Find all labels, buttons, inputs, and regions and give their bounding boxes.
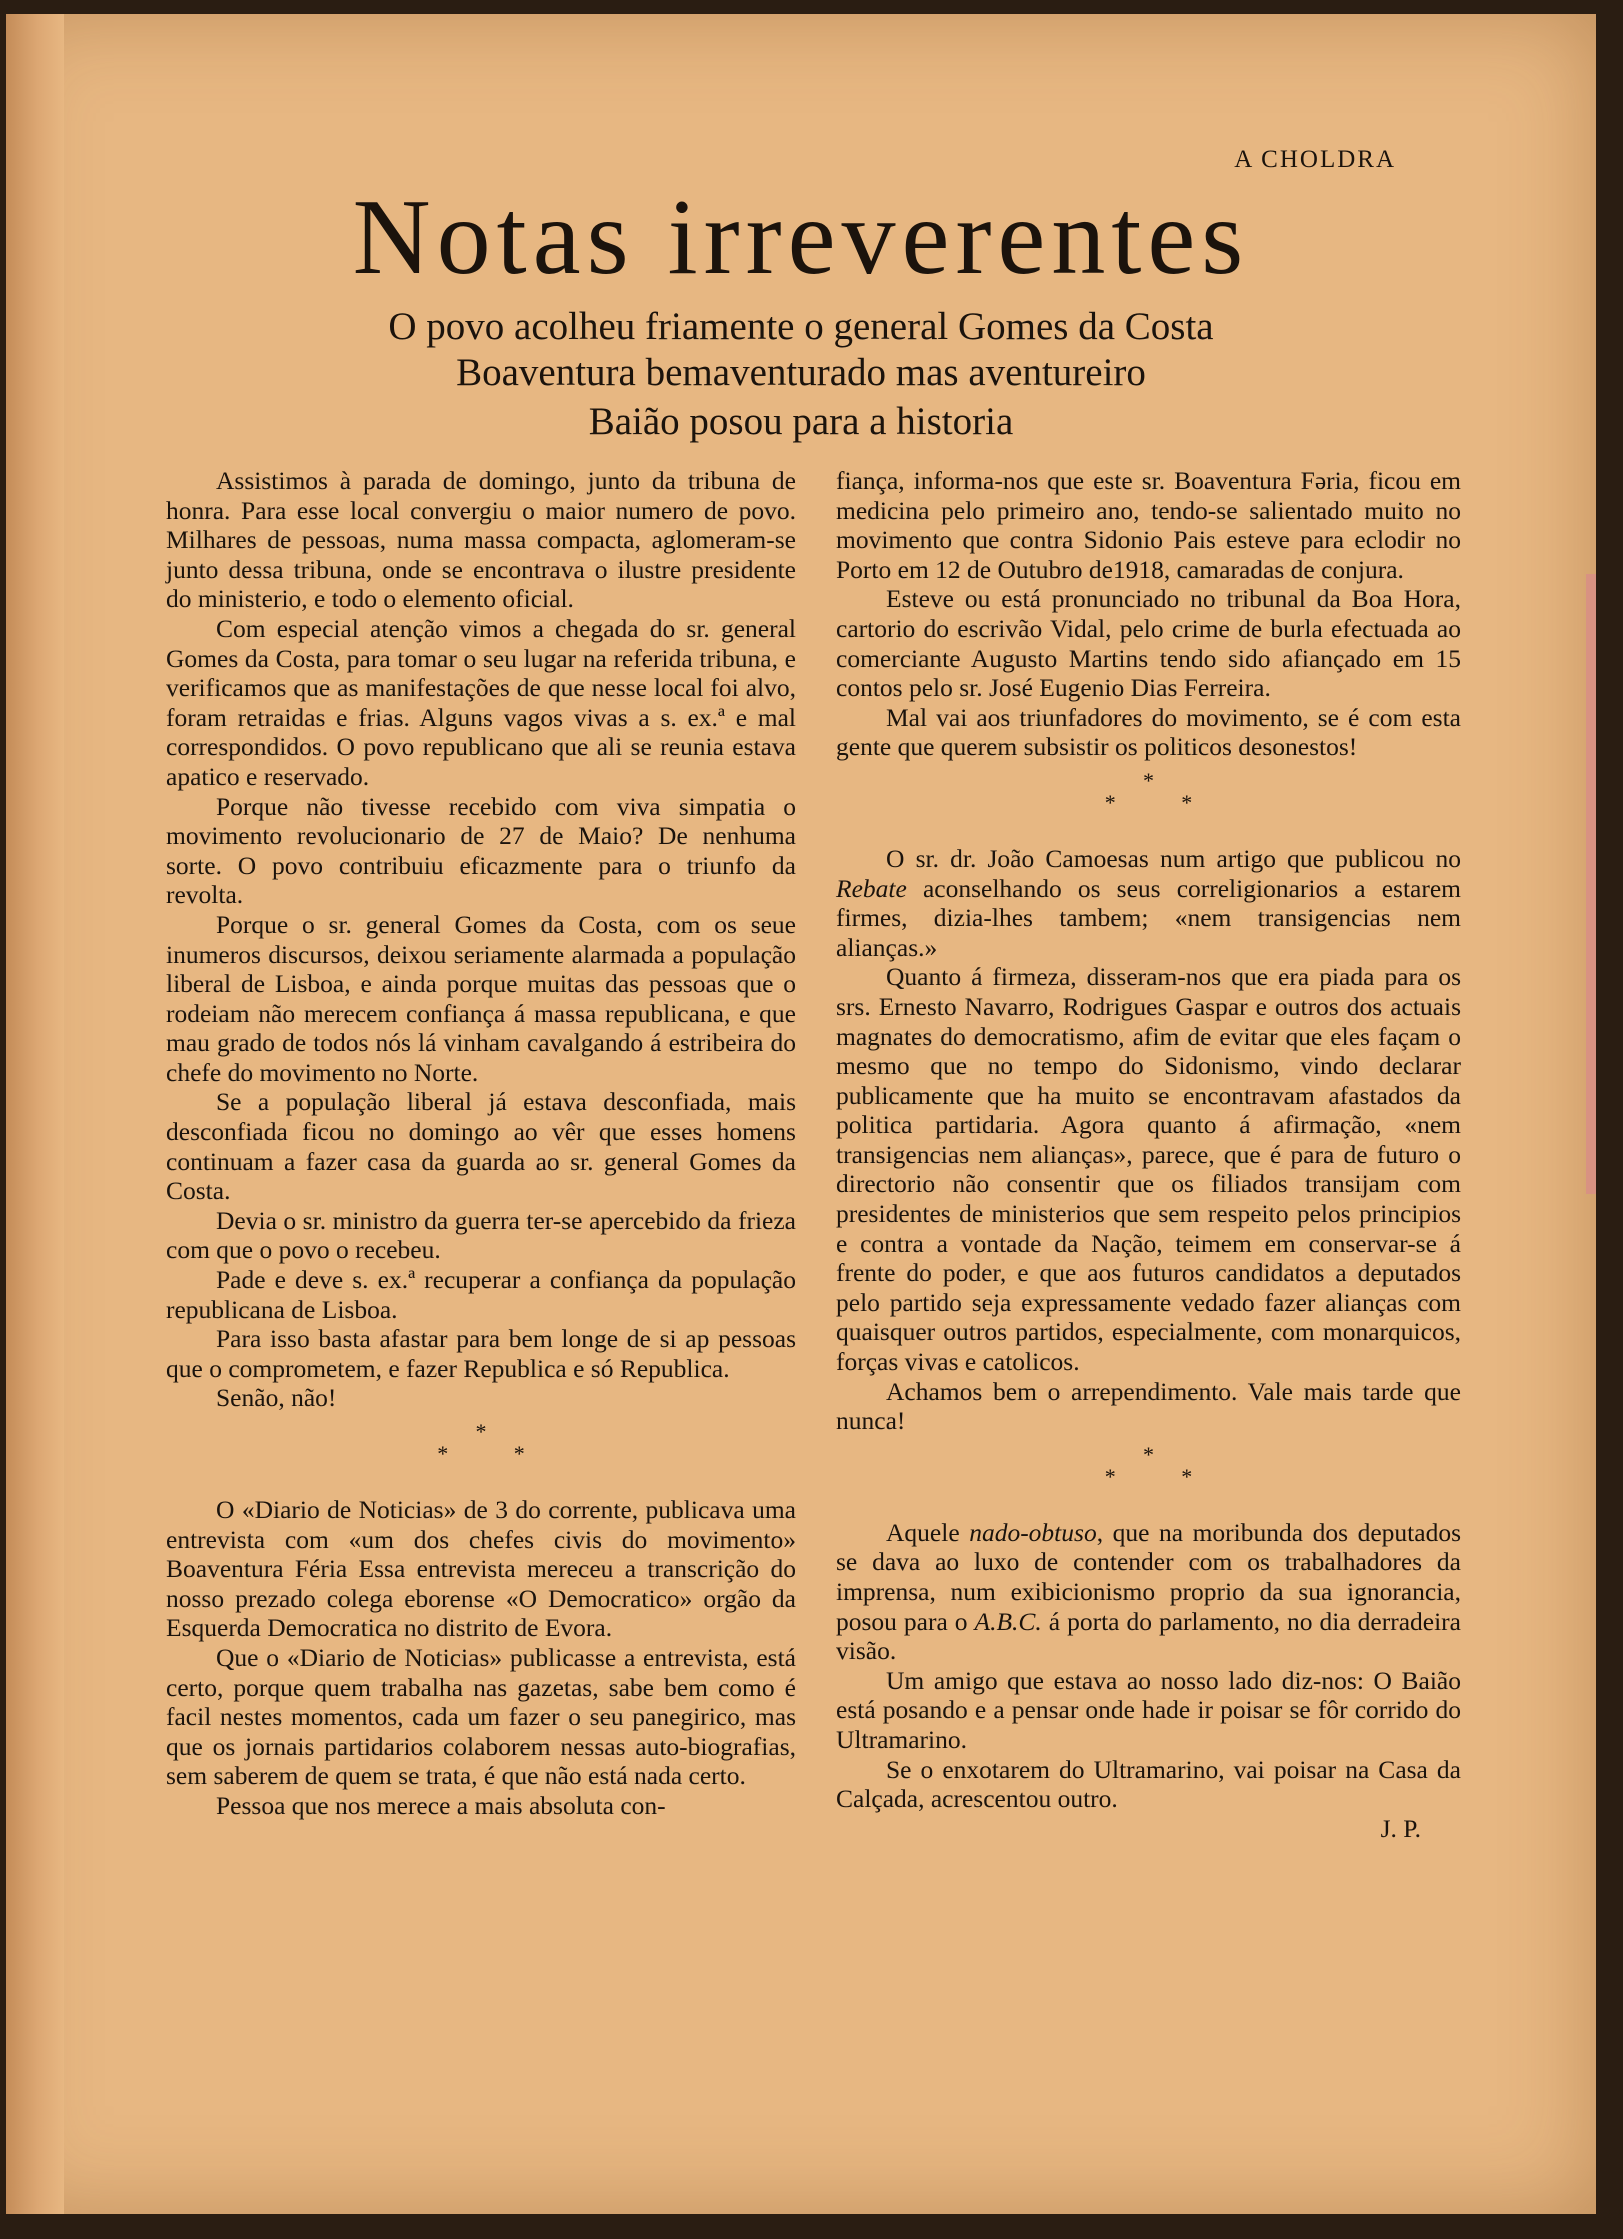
separator-stars: * *	[437, 1441, 525, 1466]
text-run: á porta do parlamento, no dia derradeira visão.	[836, 1606, 1461, 1666]
paragraph: Com especial atenção vimos a chegada do sr. general Gomes da Costa, para tomar o seu lugar na referida tribuna, e verificamos que as manifestações de que nesse local foi alvo, foram retraidas e frias. Alguns vagos vivas a s. ex.ª e mal correspondidos. O povo republicano que ali se reunia estava apatico e reservado.	[166, 613, 796, 791]
section-separator	[166, 1421, 796, 1465]
paragraph: Porque o sr. general Gomes da Costa, com os seue inumeros discursos, deixou seriamente alarmada a população liberal de Lisboa, e ainda porque muitas das pessoas que o rodeiam não merecem confiança á massa republicana, e que mau grado de todos nós lá vinham cavalgando á estribeira do chefe do movimento no Norte.	[166, 909, 796, 1087]
separator-star: *	[1143, 1441, 1154, 1467]
text-run: O sr. dr. João Camoesas num artigo que publicou no	[886, 843, 1461, 873]
author-signature: J. P.	[1380, 1813, 1421, 1843]
right-column	[836, 466, 1461, 1843]
paragraph: Pade e deve s. ex.ª recuperar a confiança da população republicana de Lisboa.	[166, 1265, 796, 1324]
paragraph: Senão, não!	[216, 1383, 337, 1413]
section-separator	[836, 1441, 1461, 1489]
italic-term: nado-obtuso	[969, 1517, 1097, 1547]
article-subtitle: O povo acolheu friamente o general Gomes da Costa	[388, 305, 1214, 348]
separator-stars: * *	[1104, 1463, 1193, 1489]
paragraph: Que o «Diario de Noticias» publicasse a entrevista, está certo, porque quem trabalha nas gazetas, sabe bem como é facil nestes momentos, cada um fazer o seu panegirico, mas que os jornais partidarios colaborem nessas auto-biografias, sem saberem de quem se trata, é que não está nada certo.	[166, 1642, 796, 1791]
text-run: , que na moribunda dos deputados se dava ao luxo de contender com os trabalhadores da imprensa, num exibicionismo proprio da sua ignorancia, posou para o	[836, 1517, 1461, 1636]
article-title: Notas irreverentes	[352, 178, 1250, 297]
paragraph: Porque não tivesse recebido com viva simpatia o movimento revolucionario de 27 de Maio? De nenhuma sorte. O povo contribuiu eficazmente para o triunfo da revolta.	[166, 791, 796, 910]
paragraph	[836, 1518, 1461, 1666]
page-edge-stain	[1586, 574, 1596, 1194]
article-subtitle: Baião posou para a historia	[588, 400, 1014, 443]
separator-star: *	[1143, 767, 1154, 793]
paragraph: Devia o sr. ministro da guerra ter-se apercebido da frieza com que o povo o recebeu.	[166, 1205, 796, 1265]
paragraph: Um amigo que estava ao nosso lado diz-nos: O Baião está posando e a pensar onde hade ir poisar se fôr corrido do Ultramarino.	[836, 1665, 1461, 1754]
paragraph: O «Diario de Noticias» de 3 do corrente, publicava uma entrevista com «um dos chefes civis do movimento» Boaventura Féria Essa entrevista mereceu a transcrição do nosso prezado colega eborense «O Democratico» orgão da Esquerda Democratica no distrito de Evora.	[166, 1495, 796, 1643]
paragraph: Se a população liberal já estava desconfiada, mais desconfiada ficou no domingo ao vêr que esses homens continuam a fazer casa da guarda ao sr. general Gomes da Costa.	[166, 1087, 796, 1206]
paragraph: Se o enxotarem do Ultramarino, vai poisar na Casa da Calçada, acrescentou outro.	[836, 1754, 1461, 1814]
separator-stars: * *	[1104, 789, 1193, 815]
paragraph: Assistimos à parada de domingo, junto da tribuna de honra. Para esse local convergiu o maior numero de povo. Milhares de pessoas, numa massa compacta, aglomeram-se junto dessa tribuna, onde se encontrava o ilustre presidente do ministerio, e todo o elemento oficial.	[166, 466, 796, 614]
text-run: aconselhando os seus correligionarios a estarem firmes, dizia-lhes tambem; «nem transigencias nem alianças.»	[836, 873, 1461, 962]
publication-header: A CHOLDRA	[1234, 146, 1396, 173]
paragraph	[836, 844, 1461, 962]
section-separator	[836, 767, 1461, 815]
paragraph: Esteve ou está pronunciado no tribunal da Boa Hora, cartorio do escrivão Vidal, pelo crime de burla efectuada ao comerciante Augusto Martins tendo sido afiançado em 15 contos pelo sr. José Eugenio Dias Ferreira.	[836, 584, 1461, 703]
paragraph: Pessoa que nos merece a mais absoluta con-	[216, 1790, 666, 1820]
newspaper-page	[6, 14, 1596, 2214]
paragraph: fiança, informa-nos que este sr. Boaventura Fəria, ficou em medicina pelo primeiro ano, tendo-se salientado muito no movimento que contra Sidonio Pais esteve para eclodir no Porto em 12 de Outubro de1918, camaradas de conjura.	[836, 466, 1461, 584]
article-subtitle: Boaventura bemaventurado mas aventureiro	[456, 351, 1146, 394]
newspaper-name: Rebate	[836, 873, 907, 903]
paragraph: Quanto á firmeza, disseram-nos que era piada para os srs. Ernesto Navarro, Rodrigues Gaspar e outros dos actuais magnates do democratismo, afim de evitar que eles façam o mesmo que no tempo do Sidonismo, vindo declarar publicamente que ha muito se encontravam afastados da politica partidaria. Agora quanto á afirmação, «nem transigencias nem alianças», parece, que é para de futuro o directorio não consentir que os filiados transijam com presidentes de ministerios que sem respeito pelos principios e contra a vontade da Nação, teimem em conservar-se á frente do poder, e que aos futuros candidatos a deputados pelo partido seja expressamente vedado fazer alianças com quaisquer outros partidos, especialmente, com monarquicos, forças vivas e catolicos.	[836, 962, 1461, 1377]
paragraph: Para isso basta afastar para bem longe de si ap pessoas que o comprometem, e fazer Republica e só Republica.	[166, 1324, 796, 1383]
italic-term: A.B.C.	[974, 1606, 1042, 1636]
paragraph: Achamos bem o arrependimento. Vale mais tarde que nunca!	[836, 1376, 1461, 1436]
left-column	[166, 466, 796, 1821]
separator-star: *	[475, 1419, 487, 1444]
paragraph: Mal vai aos triunfadores do movimento, se é com esta gente que querem subsistir os politicos desonestos!	[836, 702, 1461, 762]
text-run: Aquele	[886, 1517, 970, 1547]
